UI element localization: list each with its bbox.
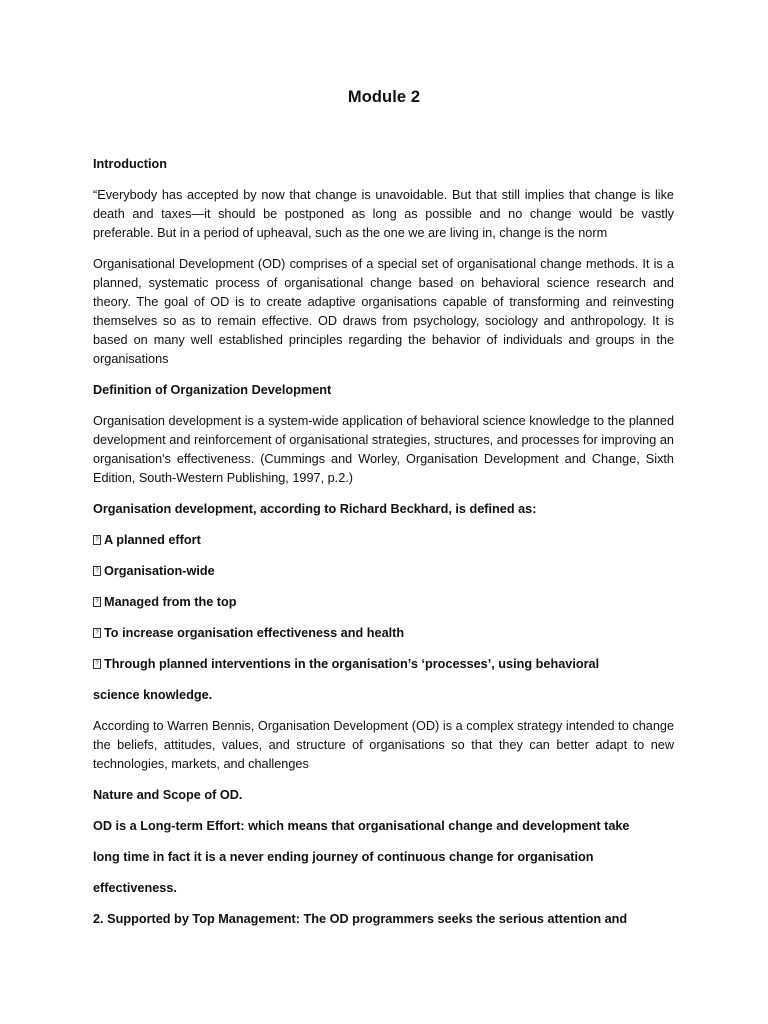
missing-glyph-icon: ?: [93, 597, 101, 607]
od-paragraph: Organisational Development (OD) comprises of a special set of organisational change methods. It is a planned, systematic process of organisational change based on behavioral science research and theory. The goal of OD is to create adaptive organisations capable of transforming and reinvesting themselves so as to remain effective. OD draws from psychology, sociology and anthropology. It is based on many well established principles regarding the behavior of individuals and groups in the organisations: [93, 257, 674, 366]
bullet-text: Organisation-wide: [104, 564, 215, 578]
bullet-text: Through planned interventions in the organisation’s ‘processes’, using behavioral: [104, 657, 600, 671]
longterm-line-3: effectiveness.: [93, 881, 177, 895]
quote-paragraph: “Everybody has accepted by now that change is unavoidable. But that still implies that change is like death and taxes—it should be postponed as long as possible and no change would be vastly preferable. But in a period of upheaval, such as the one we are living in, change is the norm: [93, 188, 674, 240]
bullet-text: Managed from the top: [104, 595, 237, 609]
bullet-item: [93, 593, 674, 612]
bullet-item: [93, 655, 674, 674]
definition-paragraph: Organisation development is a system-wide application of behavioral science knowledge to the planned development and reinforcement of organisational strategies, structures, and processes for improving an organisation's effectiveness. (Cummings and Worley, Organisation Development and Change, Sixth Edition, South-Western Publishing, 1997, p.2.): [93, 414, 674, 485]
missing-glyph-icon: ?: [93, 659, 101, 669]
bullet-text: A planned effort: [104, 533, 201, 547]
bennis-paragraph: According to Warren Bennis, Organisation Development (OD) is a complex strategy intended to change the beliefs, attitudes, values, and structure of organisations so that they can better adapt to new technologies, markets, and challenges: [93, 719, 674, 771]
document-body: [93, 155, 674, 941]
page-title: Module 2: [347, 88, 421, 106]
longterm-line-2: long time in fact it is a never ending journey of continuous change for organisation: [93, 850, 594, 864]
bullet-text: To increase organisation effectiveness and health: [104, 626, 405, 640]
missing-glyph-icon: ?: [93, 628, 101, 638]
bullet-item: [93, 562, 674, 581]
definition-heading: Definition of Organization Development: [93, 383, 332, 397]
bullet-continuation: science knowledge.: [93, 688, 213, 702]
bullet-item: [93, 531, 674, 550]
nature-heading: Nature and Scope of OD.: [93, 788, 243, 802]
longterm-line-1: OD is a Long-term Effort: which means that organisational change and development take: [93, 819, 630, 833]
introduction-heading: Introduction: [93, 157, 167, 171]
missing-glyph-icon: ?: [93, 535, 101, 545]
bullet-item: [93, 624, 674, 643]
beckhard-heading: Organisation development, according to Richard Beckhard, is defined as:: [93, 502, 537, 516]
missing-glyph-icon: ?: [93, 566, 101, 576]
supported-line: 2. Supported by Top Management: The OD programmers seeks the serious attention and: [93, 912, 628, 926]
